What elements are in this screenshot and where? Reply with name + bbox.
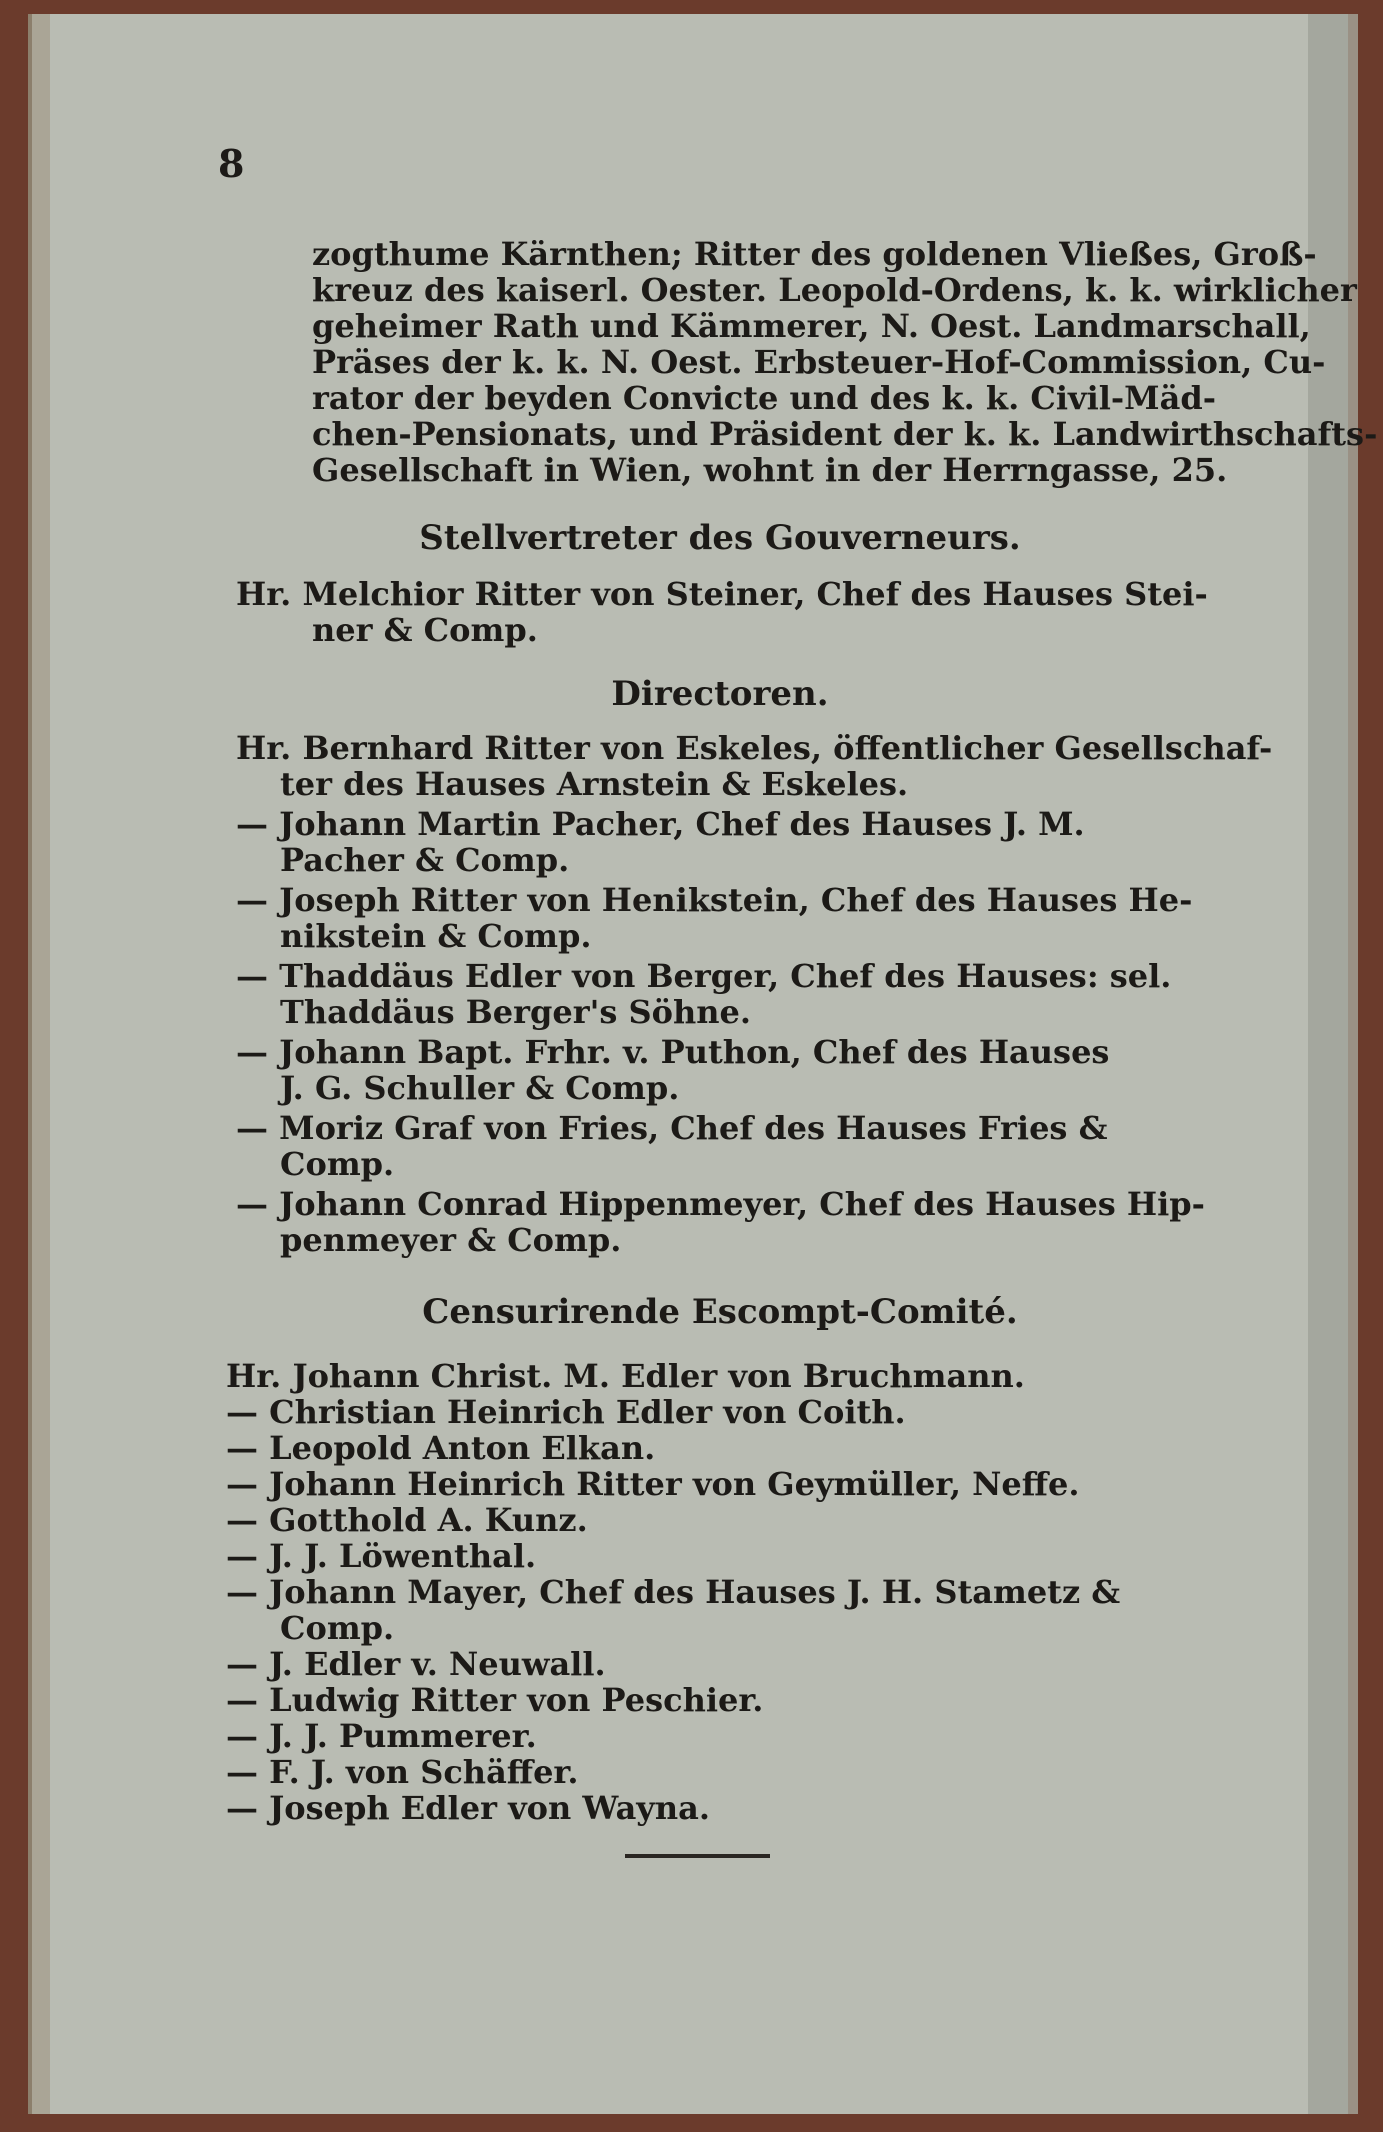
section-line: ner & Comp. [312, 611, 538, 649]
section-line: — Johann Heinrich Ritter von Geymüller, Neffe. [226, 1465, 1080, 1503]
section-heading-stellvertreter: Stellvertreter des Gouverneurs. [419, 518, 1021, 558]
intro-line: kreuz des kaiserl. Oester. Leopold-Ordens, k. k. wirklicher [312, 271, 1357, 309]
section-line: — Johann Conrad Hippenmeyer, Chef des Hauses Hip- [236, 1185, 1205, 1223]
page-number: 8 [218, 141, 245, 186]
section-line: Hr. Bernhard Ritter von Eskeles, öffentlicher Gesellschaf- [236, 729, 1273, 767]
section-line: Hr. Melchior Ritter von Steiner, Chef des Hauses Stei- [236, 575, 1208, 613]
section-line: Pacher & Comp. [280, 841, 570, 879]
section-line: Comp. [280, 1609, 395, 1647]
section-line: J. G. Schuller & Comp. [280, 1069, 680, 1107]
section-line: — J. J. Pummerer. [226, 1717, 537, 1755]
section-line: — Thaddäus Edler von Berger, Chef des Hauses: sel. [236, 957, 1172, 995]
section-line: — F. J. von Schäffer. [226, 1753, 579, 1791]
intro-line: zogthume Kärnthen; Ritter des goldenen Vließes, Groß- [312, 235, 1317, 273]
section-line: — Johann Bapt. Frhr. v. Puthon, Chef des Hauses [236, 1033, 1110, 1071]
section-line: nikstein & Comp. [280, 917, 592, 955]
section-heading-censurirende: Censurirende Escompt-Comité. [422, 1292, 1018, 1332]
intro-line: geheimer Rath und Kämmerer, N. Oest. Landmarschall, [312, 307, 1311, 345]
section-line: — Ludwig Ritter von Peschier. [226, 1681, 764, 1719]
section-line: Hr. Johann Christ. M. Edler von Bruchmann. [226, 1357, 1025, 1395]
section-line: — Johann Martin Pacher, Chef des Hauses J. M. [236, 805, 1085, 843]
section-heading-directoren: Directoren. [611, 674, 829, 714]
intro-line: Präses der k. k. N. Oest. Erbsteuer-Hof-Commission, Cu- [312, 343, 1326, 381]
intro-line: rator der beyden Convicte und des k. k. Civil-Mäd- [312, 379, 1216, 417]
page-left-edge [32, 14, 50, 2114]
section-line: — J. Edler v. Neuwall. [226, 1645, 606, 1683]
section-line: — Johann Mayer, Chef des Hauses J. H. Stametz & [226, 1573, 1121, 1611]
section-line: — J. J. Löwenthal. [226, 1537, 537, 1575]
intro-line: chen-Pensionats, und Präsident der k. k. Landwirthschafts- [312, 415, 1378, 453]
section-line: — Moriz Graf von Fries, Chef des Hauses Fries & [236, 1109, 1108, 1147]
section-line: penmeyer & Comp. [280, 1221, 622, 1259]
intro-line: Gesellschaft in Wien, wohnt in der Herrngasse, 25. [312, 451, 1228, 489]
section-line: — Joseph Edler von Wayna. [226, 1789, 711, 1827]
section-line: — Christian Heinrich Edler von Coith. [226, 1393, 906, 1431]
section-line: — Joseph Ritter von Henikstein, Chef des Hauses He- [236, 881, 1193, 919]
section-line: — Gotthold A. Kunz. [226, 1501, 588, 1539]
page-spine-shadow [1308, 14, 1348, 2114]
section-line: Comp. [280, 1145, 395, 1183]
closing-rule [625, 1854, 770, 1858]
section-line: ter des Hauses Arnstein & Eskeles. [280, 765, 909, 803]
section-line: — Leopold Anton Elkan. [226, 1429, 656, 1467]
section-line: Thaddäus Berger's Söhne. [280, 993, 752, 1031]
